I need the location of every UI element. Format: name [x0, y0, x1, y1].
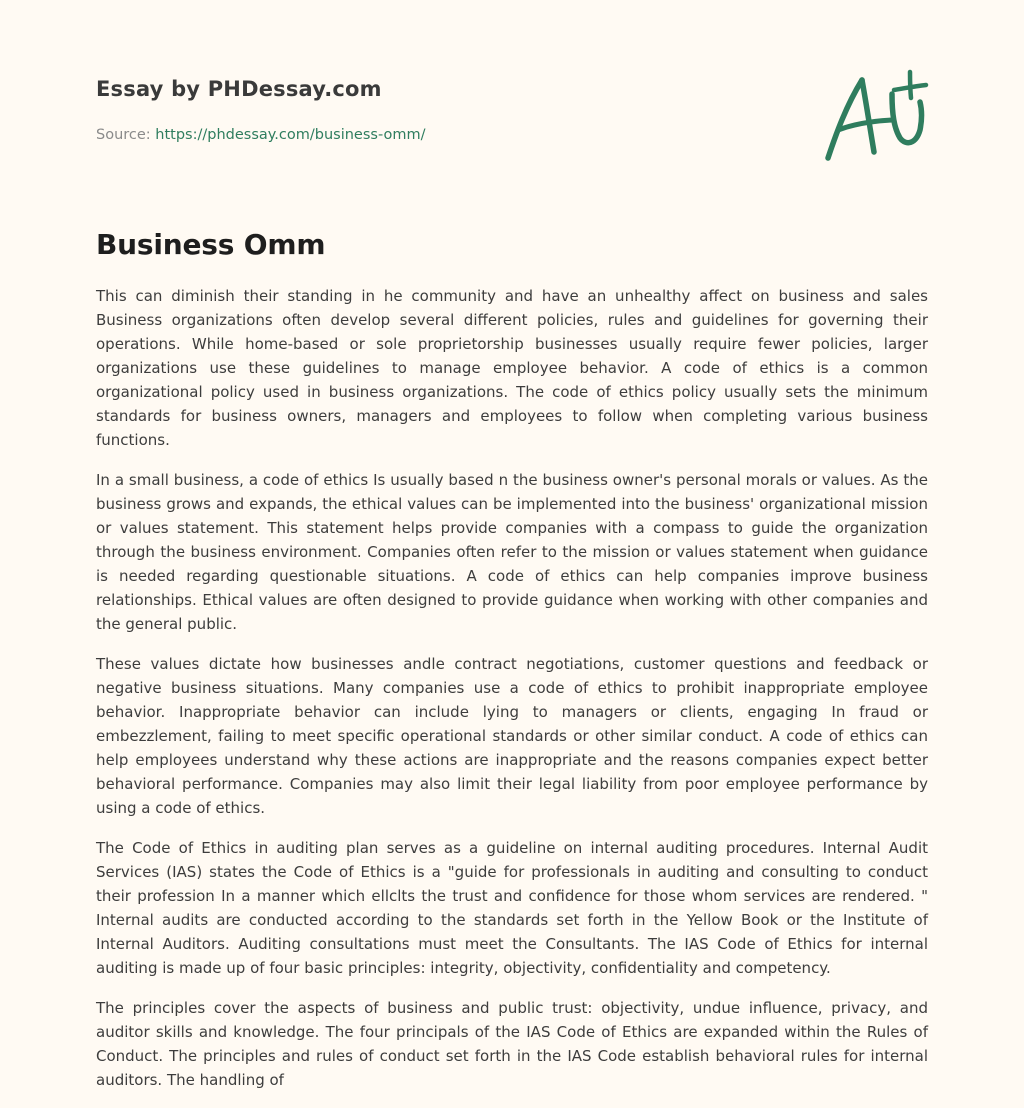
a-plus-logo-icon	[820, 66, 932, 166]
paragraph: These values dictate how businesses andle contract negotiations, customer questions and feedback or negative business situations. Many companies use a code of ethics to prohibit inappropriate employee behavior. Inappropriate behavior can include lying to managers or clients, engaging In fraud or embezzlement, failing to meet specific operational standards or other similar conduct. A code of ethics can help employees understand why these actions are inappropriate and the reasons companies expect better behavioral performance. Companies may also limit their legal liability from poor employee performance by using a code of ethics.	[96, 655, 928, 817]
page-title: Business Omm	[96, 228, 326, 261]
site-title: Essay by PHDessay.com	[96, 77, 382, 101]
paragraph: The principles cover the aspects of business and public trust: objectivity, undue influence, privacy, and auditor skills and knowledge. The four principals of the IAS Code of Ethics are expanded within the Rules of Conduct. The principles and rules of conduct set forth in the IAS Code establish behavioral rules for internal auditors. The handling of	[96, 999, 928, 1089]
source-line	[96, 125, 796, 145]
source-link[interactable]: https://phdessay.com/business-omm/	[155, 127, 426, 143]
source-label: Source:	[96, 127, 156, 143]
paragraph: In a small business, a code of ethics Is usually based n the business owner's personal morals or values. As the business grows and expands, the ethical values can be implemented into the business' organizational mission or values statement. This statement helps provide companies with a compass to guide the organization through the business environment. Companies often refer to the mission or values statement when guidance is needed regarding questionable situations. A code of ethics can help companies improve business relationships. Ethical values are often designed to provide guidance when working with other companies and the general public.	[96, 471, 928, 633]
paragraph: The Code of Ethics in auditing plan serves as a guideline on internal auditing procedures. Internal Audit Services (IAS) states the Code of Ethics is a "guide for professionals in auditing and consulting to conduct their profession In a manner which ellclts the trust and confidence for those whom services are rendered. " Internal audits are conducted according to the standards set forth in the Yellow Book or the Institute of Internal Auditors. Auditing consultations must meet the Consultants. The IAS Code of Ethics for internal auditing is made up of four basic principles: integrity, objectivity, confidentiality and competency.	[96, 839, 928, 977]
paragraph: This can diminish their standing in he community and have an unhealthy affect on business and sales Business organizations often develop several different policies, rules and guidelines for governing their operations. While home-based or sole proprietorship businesses usually require fewer policies, larger organizations use these guidelines to manage employee behavior. A code of ethics is a common organizational policy used in business organizations. The code of ethics policy usually sets the minimum standards for business owners, managers and employees to follow when completing various business functions.	[96, 287, 928, 449]
article-body	[96, 284, 928, 1108]
page-header	[96, 75, 796, 145]
